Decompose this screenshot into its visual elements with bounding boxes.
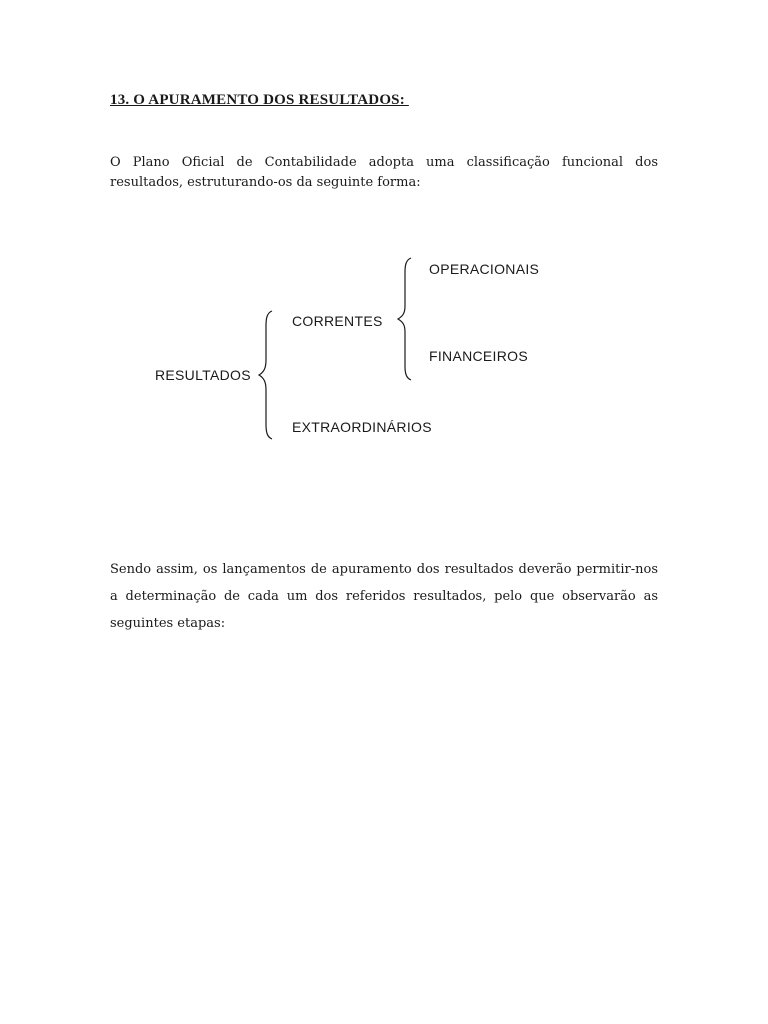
label-correntes: CORRENTES (292, 313, 383, 329)
label-extraordinarios: EXTRAORDINÁRIOS (292, 419, 432, 435)
label-resultados: RESULTADOS (155, 367, 251, 383)
intro-paragraph: O Plano Oficial de Contabilidade adopta uma classificação funcional dos resultados, estruturando-os da seguinte forma: (110, 155, 658, 190)
brace-correntes (398, 258, 411, 380)
label-operacionais: OPERACIONAIS (429, 261, 540, 277)
label-financeiros: FINANCEIROS (429, 348, 528, 364)
section-heading: 13. O APURAMENTO DOS RESULTADOS: (110, 92, 409, 108)
conclusion-paragraph: Sendo assim, os lançamentos de apuramento dos resultados deverão permitir-nos a determinação de cada um dos referidos resultados, pelo que observarão as seguintes etapas: (110, 562, 658, 631)
brace-resultados (259, 311, 272, 439)
